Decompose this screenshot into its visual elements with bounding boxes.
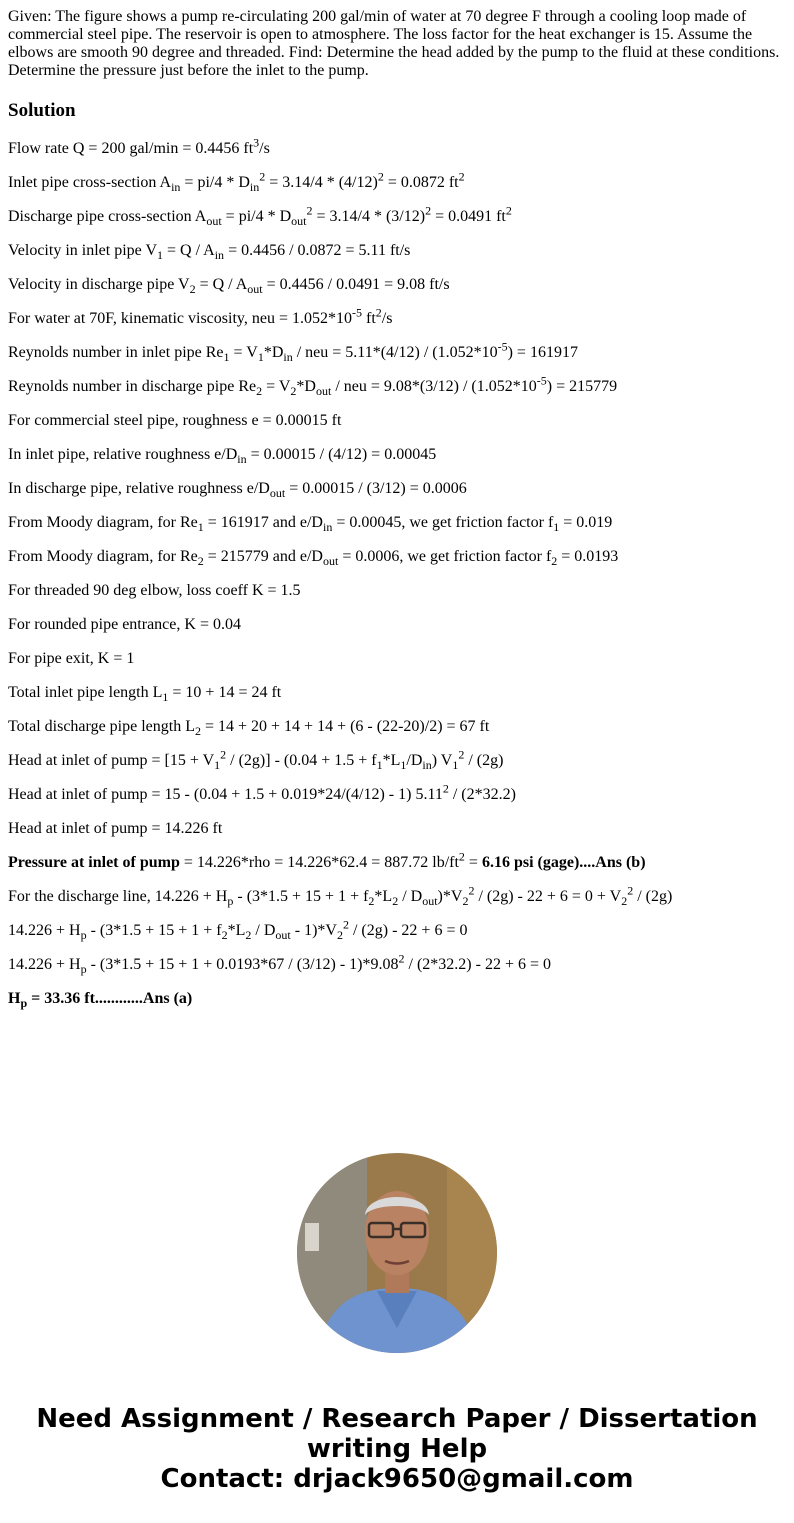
- step-inlet-head-equation: Head at inlet of pump = $[15 + V_1^2 / (2g)] - (0.04 + 1.5 + f_1*L_1/D_{in})$ $V_1^2 / (2g)$: [8, 747, 504, 773]
- step-viscosity: For water at 70F, kinematic viscosity, neu = $1.052*10^{-5}$ $ft^2/s$: [8, 305, 393, 327]
- step-reynolds-inlet: Reynolds number in inlet pipe $Re_1 = V_1*D_{in}$ / neu = $5.11*(4/12) / (1.052*10^{-5}) = 161917$: [8, 339, 578, 365]
- step-pump-head-answer: $H_p = 33.36$ ft............Ans (a): [8, 990, 193, 1011]
- promo-banner: [0, 1404, 794, 1494]
- step-entrance-loss: For rounded pipe entrance, K = 0.04: [8, 616, 241, 633]
- step-relative-roughness-discharge: In discharge pipe, relative roughness $e/D_{out} = 0.00015 / (3/12) = 0.0006$: [8, 480, 467, 501]
- promo-contact-email: Contact: drjack9650@gmail.com: [160, 1464, 634, 1494]
- step-inlet-pressure-answer: Pressure at inlet of pump = 14.226*rho = 14.226*62.4 = 887.72 $lb/ft^2 = 6.16$ psi (gage)....Ans (b): [8, 849, 646, 871]
- step-reynolds-discharge: Reynolds number in discharge pipe $Re_2 = V_2*D_{out}$ / neu = $9.08*(3/12) / (1.052*10^{-5}) = 215779$: [8, 373, 618, 399]
- step-inlet-head-substituted: Head at inlet of pump = 15 - (0.04 + 1.5 + 0.019*24/(4/12) - 1) 5.11$^2$ / (2*32.2): [8, 781, 516, 803]
- promo-line-2: writing Help: [306, 1434, 488, 1464]
- step-discharge-energy-equation: For the discharge line, $14.226 + H_p - (3*1.5 + 15 + 1 + f_2*L_2 / D_{out})*V_2^2 / (2g) - 22 + 6 = 0 + V_2^2 / (2g)$: [8, 883, 673, 909]
- promo-line-1: Need Assignment / Research Paper / Dissertation: [36, 1404, 758, 1434]
- step-inlet-head-value: Head at inlet of pump = 14.226 ft: [8, 820, 223, 837]
- step-discharge-length: Total discharge pipe length $L_2 = 14 + 20 + 14 + 14 + (6 - (22-20)/2) = 67$ ft: [8, 718, 490, 739]
- step-inlet-velocity: Velocity in inlet pipe $V_1 = Q / A_{in} = 0.4456 / 0.0872 = 5.11$ ft/s: [8, 242, 411, 263]
- step-discharge-area: Discharge pipe cross-section $A_{out} = pi/4 * D_{out}^2 = 3.14/4 * (3/12)^2 = 0.0491$ $ft^2$: [8, 203, 512, 229]
- step-discharge-energy-simplified: $14.226 + H_p - (3*1.5 + 15 + 1 + f_2*L_2 / D_{out} - 1)*V_2^2 / (2g) - 22 + 6 = 0$: [8, 917, 468, 943]
- step-moody-discharge: From Moody diagram, for $Re_2 = 215779$ and $e/D_{out} = 0.0006$, we get friction factor $f_2 = 0.0193$: [8, 548, 619, 569]
- step-discharge-velocity: Velocity in discharge pipe $V_2 = Q / A_{out} = 0.4456 / 0.0491 = 9.08$ ft/s: [8, 276, 450, 297]
- step-flow-rate: Flow rate Q = 200 gal/min = 0.4456 $ft^3/s$: [8, 135, 270, 157]
- problem-statement: Given: The figure shows a pump re-circulating 200 gal/min of water at 70 degree F through a cooling loop made of commercial steel pipe. The reservoir is open to atmosphere. The loss factor for the heat exchanger is 15. Assume the elbows are smooth 90 degree and threaded. Find: Determine the head added by the pump to the fluid at these conditions. Determine the pressure just before the inlet to the pump.: [8, 8, 780, 79]
- solution-steps: [8, 135, 788, 1011]
- author-portrait-icon: [297, 1153, 497, 1353]
- step-relative-roughness-inlet: In inlet pipe, relative roughness $e/D_{in} = 0.00015 / (4/12) = 0.00045$: [8, 446, 437, 467]
- step-roughness: For commercial steel pipe, roughness e = 0.00015 ft: [8, 412, 342, 429]
- solution-heading: Solution: [8, 100, 76, 121]
- step-exit-loss: For pipe exit, K = 1: [8, 650, 135, 667]
- solution-document: [8, 8, 788, 1122]
- step-elbow-loss: For threaded 90 deg elbow, loss coeff K = 1.5: [8, 582, 301, 599]
- step-moody-inlet: From Moody diagram, for $Re_1 = 161917$ and $e/D_{in} = 0.00045$, we get friction factor $f_1 = 0.019$: [8, 514, 613, 535]
- step-discharge-energy-substituted: $14.226 + H_p - (3*1.5 + 15 + 1 + 0.0193*67 / (3/12) - 1)*9.08^2 / (2*32.2) - 22 + 6 = 0$: [8, 951, 551, 977]
- step-inlet-length: Total inlet pipe length $L_1 = 10 + 14 = 24$ ft: [8, 684, 282, 705]
- author-avatar: [297, 1153, 497, 1353]
- step-inlet-area: Inlet pipe cross-section $A_{in} = pi/4 * D_{in}^2 = 3.14/4 * (4/12)^2 = 0.0872$ $ft^2$: [8, 169, 465, 195]
